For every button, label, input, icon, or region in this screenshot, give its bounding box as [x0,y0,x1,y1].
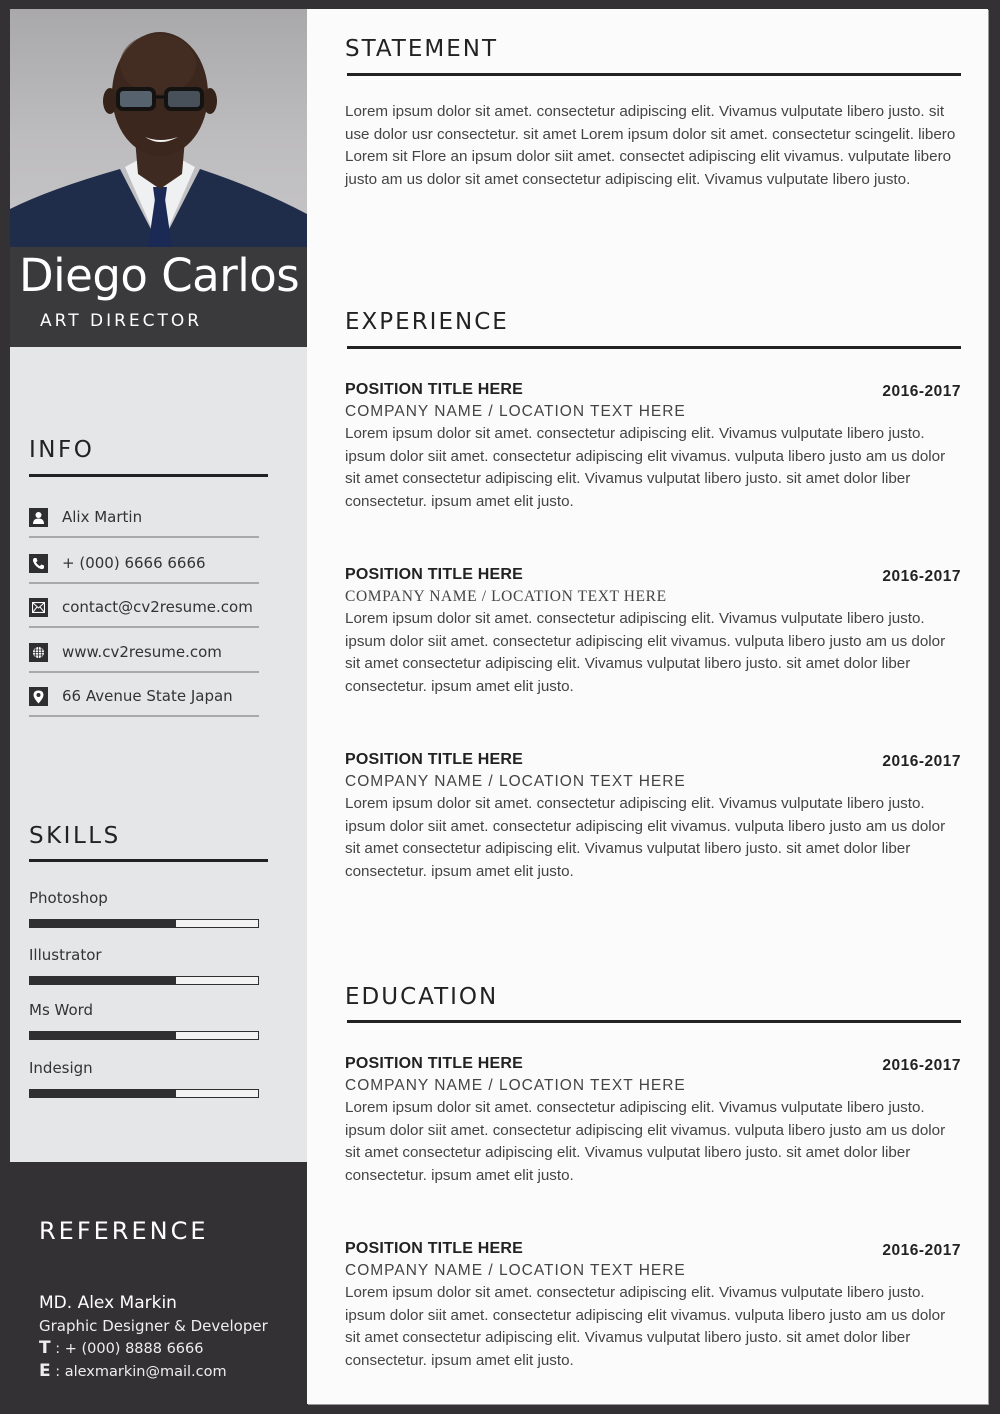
globe-icon [29,643,48,662]
position-title: POSITION TITLE HERE [345,566,524,583]
info-text: + (000) 6666 6666 [62,554,206,572]
skill-label: Indesign [29,1059,93,1077]
skill-illustrator [29,946,261,964]
skill-label: Illustrator [29,946,102,964]
info-divider [29,474,268,477]
entry-years: 2016-2017 [882,568,961,585]
candidate-name: Diego Carlos [19,249,300,302]
info-text[interactable]: contact@cv2resume.com [62,598,253,616]
name-band [10,247,307,347]
experience-divider [347,346,961,349]
skill-bar-fill [30,1090,176,1097]
statement-divider [347,73,961,76]
reference-email-value[interactable]: : alexmarkin@mail.com [55,1364,227,1380]
company-location: COMPANY NAME / LOCATION TEXT HERE [345,773,686,790]
entry-description: Lorem ipsum dolor sit amet. consectetur adipiscing elit. Vivamus vulputate libero justo. ipsum dolor siit amet. consectetur adipiscing elit vivamus. vulputa libero justo am us dolor sit amet consectetur adipiscing elit. Vivamus vulputat libero justo. sit amet dolor liber consectetur. ipsum amet elit justo. [345,1284,946,1369]
candidate-title: ART DIRECTOR [40,311,203,331]
info-item-email [29,598,259,642]
profile-photo [10,9,307,247]
entry-description: Lorem ipsum dolor sit amet. consectetur adipiscing elit. Vivamus vulputate libero justo. ipsum dolor siit amet. consectetur adipiscing elit vivamus. vulputa libero justo am us dolor sit amet consectetur adipiscing elit. Vivamus vulputat libero justo. sit amet dolor liber consectetur. ipsum amet elit justo. [345,610,946,695]
info-heading: INFO [29,437,95,463]
position-title: POSITION TITLE HERE [345,381,524,398]
company-location: COMPANY NAME / LOCATION TEXT HERE [345,588,667,605]
entry-description: Lorem ipsum dolor sit amet. consectetur adipiscing elit. Vivamus vulputate libero justo. ipsum dolor siit amet. consectetur adipiscing elit vivamus. vulputa libero justo am us dolor sit amet consectetur adipiscing elit. Vivamus vulputat libero justo. sit amet dolor liber consectetur. ipsum amet elit justo. [345,1099,946,1184]
position-title: POSITION TITLE HERE [345,751,524,768]
entry-years: 2016-2017 [882,753,961,770]
skill-bar-fill [30,977,176,984]
skills-heading: SKILLS [29,823,121,849]
skills-divider [29,859,268,862]
company-location: COMPANY NAME / LOCATION TEXT HERE [345,1077,686,1094]
info-item-website [29,643,259,687]
skill-bar-fill [30,1032,176,1039]
location-pin-icon [29,687,48,706]
experience-entry [345,566,961,698]
experience-entry [345,751,961,883]
company-location: COMPANY NAME / LOCATION TEXT HERE [345,1262,686,1279]
reference-email [39,1361,227,1381]
education-heading: EDUCATION [345,984,499,1010]
info-text: Alix Martin [62,508,143,526]
info-item-phone [29,554,259,598]
skill-photoshop [29,889,261,907]
company-location: COMPANY NAME / LOCATION TEXT HERE [345,403,686,420]
info-item-name [29,508,259,552]
user-icon [29,508,48,527]
statement-heading: STATEMENT [345,36,499,62]
entry-years: 2016-2017 [882,1242,961,1259]
info-item-address [29,687,259,731]
skill-bar [29,976,259,985]
skill-bar-fill [30,920,176,927]
entry-description: Lorem ipsum dolor sit amet. consectetur adipiscing elit. Vivamus vulputate libero justo. ipsum dolor siit amet. consectetur adipiscing elit vivamus. vulputa libero justo am us dolor sit amet consectetur adipiscing elit. Vivamus vulputat libero justo. sit amet dolor liber consectetur. ipsum amet elit justo. [345,795,946,880]
info-item-divider [29,671,259,673]
position-title: POSITION TITLE HERE [345,1240,524,1257]
reference-name: MD. Alex Markin [39,1293,177,1313]
info-item-divider [29,536,259,538]
education-divider [347,1020,961,1023]
portrait-photo-icon [10,9,307,247]
info-text: 66 Avenue State Japan [62,687,233,705]
experience-entry [345,381,961,513]
reference-role: Graphic Designer & Developer [39,1317,268,1335]
phone-label: T [39,1338,51,1358]
info-item-divider [29,626,259,628]
statement-text: Lorem ipsum dolor sit amet. consectetur adipiscing elit. Vivamus vulputate libero justo. sit use dolor usr consectetur. sit amet Lorem ipsum dolor sit amet. consectetur scingelit. libero Lorem sit Flore an ipsum dolor siit amet. consectet adipiscing elit vivamus. vulputate libero justo am us dolor sit amet consectetur adipiscing elit. Vivamus vulputate libero justo. [345,103,956,188]
email-label: E [39,1361,51,1381]
phone-icon [29,554,48,573]
mail-icon [29,598,48,617]
reference-panel [10,1162,307,1404]
experience-heading: EXPERIENCE [345,309,509,335]
skill-label: Ms Word [29,1001,94,1019]
skill-indesign [29,1059,261,1077]
skill-label: Photoshop [29,889,108,907]
entry-years: 2016-2017 [882,1057,961,1074]
education-entry [345,1055,961,1187]
reference-phone [39,1338,203,1358]
reference-phone-value: : + (000) 8888 6666 [55,1341,204,1357]
skill-bar [29,1089,259,1098]
info-text[interactable]: www.cv2resume.com [62,643,222,661]
education-entry [345,1240,961,1372]
skill-ms-word [29,1001,261,1019]
info-item-divider [29,582,259,584]
entry-years: 2016-2017 [882,383,961,400]
skill-bar [29,1031,259,1040]
entry-description: Lorem ipsum dolor sit amet. consectetur adipiscing elit. Vivamus vulputate libero justo. ipsum dolor siit amet. consectetur adipiscing elit vivamus. vulputa libero justo am us dolor sit amet consectetur adipiscing elit. Vivamus vulputat libero justo. sit amet dolor liber consectetur. ipsum amet elit justo. [345,425,946,510]
resume-page [307,9,988,1404]
info-item-divider [29,715,259,717]
skill-bar [29,919,259,928]
position-title: POSITION TITLE HERE [345,1055,524,1072]
reference-heading: REFERENCE [39,1217,209,1245]
